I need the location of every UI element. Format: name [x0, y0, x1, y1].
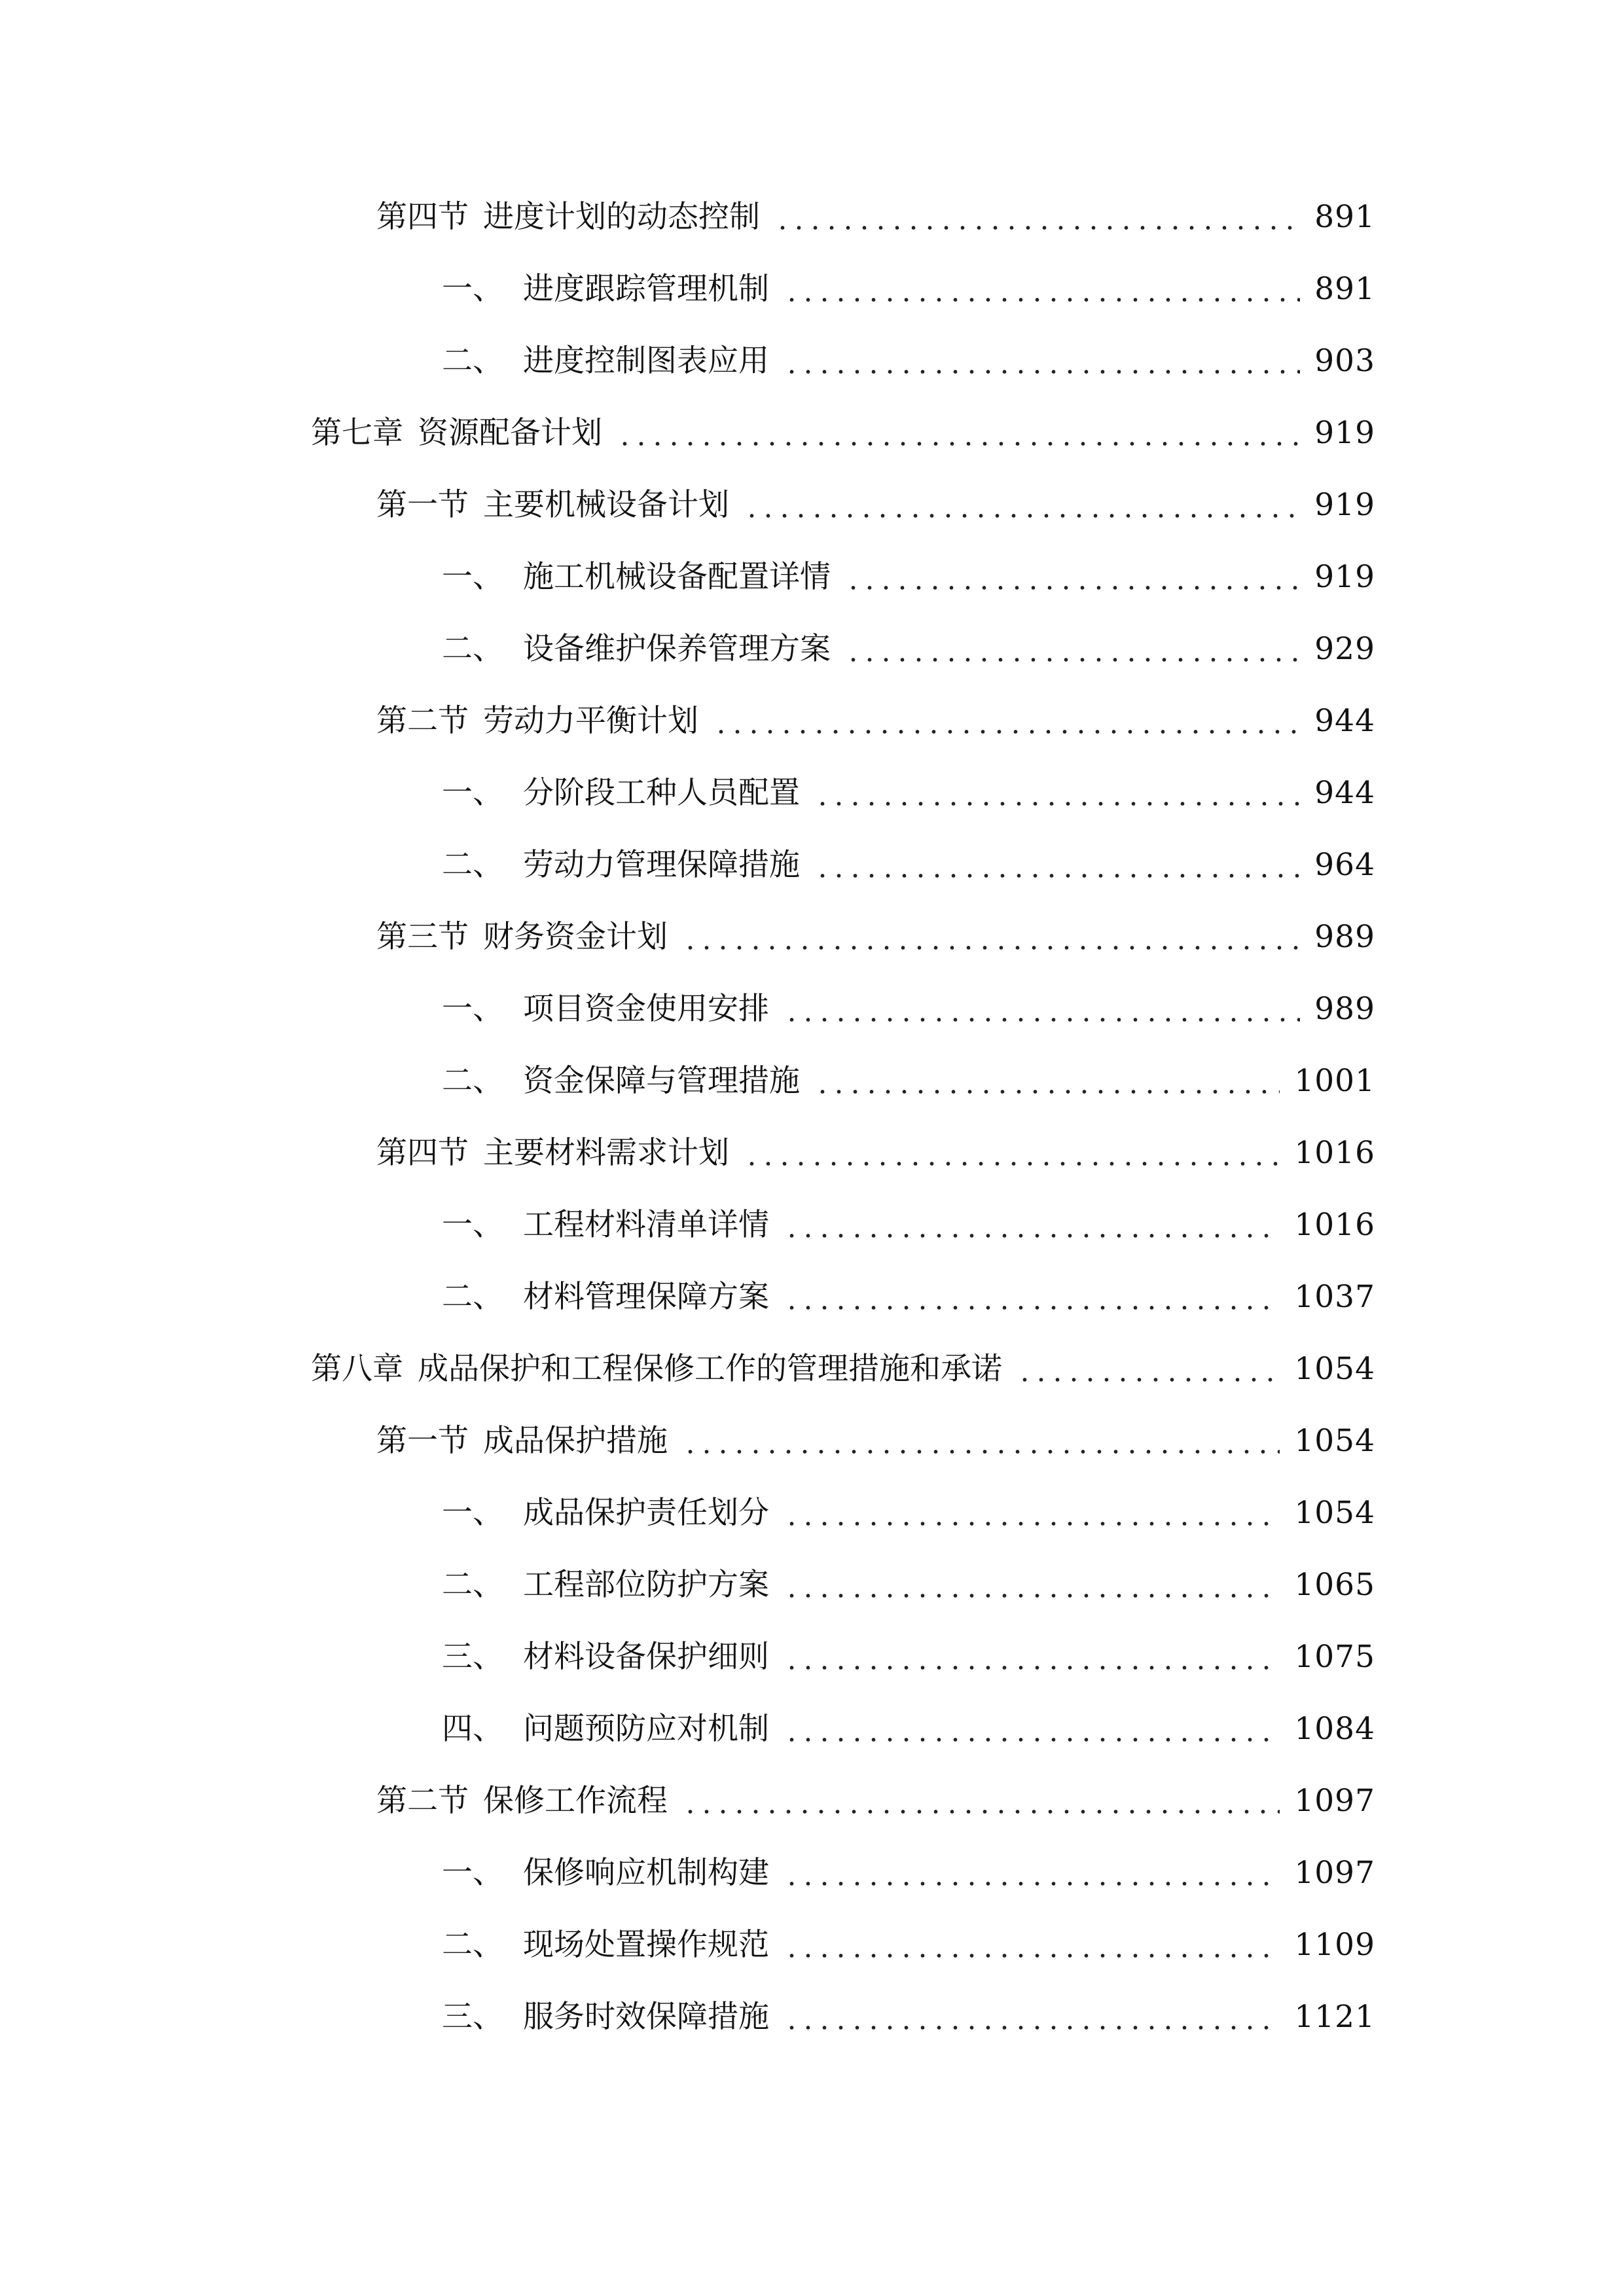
toc-entry-number: 第八章 [311, 1351, 403, 1387]
dot-leader [784, 1018, 1300, 1022]
toc-entry-number: 二、 [442, 1927, 503, 1963]
toc-entry-page-number: 919 [1314, 487, 1375, 523]
dot-leader [784, 1882, 1280, 1886]
dot-leader [784, 298, 1300, 302]
toc-entry-title: 成品保护和工程保修工作的管理措施和承诺 [418, 1351, 1002, 1387]
toc-entry-section-1-product-protection[interactable] [376, 1418, 1375, 1465]
toc-entry-warranty-response[interactable] [442, 1850, 1375, 1897]
toc-entry-section-3-finance-plan[interactable] [376, 914, 1375, 961]
toc-entry-service-timeliness[interactable] [442, 1994, 1375, 2041]
toc-entry-section-4-material-plan[interactable] [376, 1130, 1375, 1177]
toc-entry-chapter-8[interactable] [311, 1346, 1375, 1393]
toc-entry-title: 成品保护责任划分 [523, 1495, 769, 1531]
toc-entry-number: 第四节 [376, 199, 469, 235]
toc-entry-staff-allocation[interactable] [442, 770, 1375, 817]
dot-leader [744, 514, 1300, 518]
toc-entry-section-2-warranty-process[interactable] [376, 1778, 1375, 1825]
toc-entry-page-number: 1001 [1294, 1063, 1375, 1099]
toc-entry-page-number: 1054 [1294, 1351, 1375, 1387]
toc-entry-number: 一、 [442, 559, 503, 595]
toc-entry-number: 第二节 [376, 1783, 469, 1819]
toc-entry-number: 第七章 [311, 415, 403, 451]
toc-entry-title: 资源配备计划 [418, 415, 602, 451]
dot-leader [744, 1162, 1280, 1166]
toc-entry-page-number: 891 [1314, 271, 1375, 307]
toc-entry-number: 第三节 [376, 919, 469, 955]
toc-entry-area-protection[interactable] [442, 1562, 1375, 1609]
dot-leader [814, 874, 1300, 878]
toc-entry-title: 进度跟踪管理机制 [523, 271, 769, 307]
dot-leader [617, 442, 1300, 446]
toc-entry-title: 施工机械设备配置详情 [523, 559, 831, 595]
toc-entry-title: 材料设备保护细则 [523, 1639, 769, 1675]
toc-entry-title: 劳动力管理保障措施 [523, 847, 800, 883]
toc-entry-page-number: 1065 [1294, 1567, 1375, 1603]
dot-leader [784, 1234, 1280, 1238]
toc-entry-page-number: 929 [1314, 631, 1375, 667]
toc-entry-number: 二、 [442, 1567, 503, 1603]
dot-leader [713, 730, 1300, 734]
toc-entry-title: 服务时效保障措施 [523, 1999, 769, 2035]
toc-entry-title: 工程部位防护方案 [523, 1567, 769, 1603]
toc-entry-fund-usage[interactable] [442, 986, 1375, 1033]
toc-entry-material-management[interactable] [442, 1274, 1375, 1321]
toc-entry-section-4-progress-control[interactable] [376, 194, 1375, 241]
toc-entry-title: 进度计划的动态控制 [483, 199, 760, 235]
toc-entry-page-number: 1109 [1294, 1927, 1375, 1963]
toc-entry-page-number: 919 [1314, 559, 1375, 595]
dot-leader [784, 1666, 1280, 1670]
toc-entry-section-1-equipment-plan[interactable] [376, 482, 1375, 529]
toc-entry-title: 主要机械设备计划 [483, 487, 729, 523]
toc-entry-number: 一、 [442, 775, 503, 811]
dot-leader [784, 1954, 1280, 1958]
dot-leader [1017, 1378, 1280, 1382]
toc-entry-material-list[interactable] [442, 1202, 1375, 1249]
toc-entry-title: 成品保护措施 [483, 1423, 668, 1459]
dot-leader [784, 2026, 1280, 2030]
toc-entry-title: 劳动力平衡计划 [483, 703, 698, 739]
toc-entry-page-number: 903 [1314, 343, 1375, 379]
toc-entry-page-number: 964 [1314, 847, 1375, 883]
toc-entry-progress-charts[interactable] [442, 338, 1375, 385]
toc-entry-page-number: 989 [1314, 991, 1375, 1027]
toc-entry-page-number: 989 [1314, 919, 1375, 955]
toc-entry-title: 保修响应机制构建 [523, 1855, 769, 1891]
toc-entry-page-number: 1097 [1294, 1855, 1375, 1891]
toc-entry-page-number: 1054 [1294, 1495, 1375, 1531]
dot-leader [784, 1594, 1280, 1598]
dot-leader [784, 1738, 1280, 1742]
toc-entry-number: 第四节 [376, 1135, 469, 1171]
toc-entry-page-number: 1084 [1294, 1711, 1375, 1747]
toc-entry-page-number: 1054 [1294, 1423, 1375, 1459]
toc-entry-number: 二、 [442, 631, 503, 667]
toc-entry-title: 保修工作流程 [483, 1783, 668, 1819]
toc-entry-title: 项目资金使用安排 [523, 991, 769, 1027]
toc-entry-number: 三、 [442, 1999, 503, 2035]
toc-entry-title: 设备维护保养管理方案 [523, 631, 831, 667]
toc-entry-equipment-maintenance[interactable] [442, 626, 1375, 673]
toc-entry-problem-prevention[interactable] [442, 1706, 1375, 1753]
toc-entry-page-number: 944 [1314, 703, 1375, 739]
dot-leader [814, 1090, 1280, 1094]
toc-entry-chapter-7[interactable] [311, 410, 1375, 457]
toc-entry-number: 一、 [442, 991, 503, 1027]
toc-entry-title: 进度控制图表应用 [523, 343, 769, 379]
toc-entry-number: 一、 [442, 271, 503, 307]
dot-leader [774, 226, 1300, 230]
dot-leader [682, 1450, 1280, 1454]
dot-leader [814, 802, 1300, 806]
toc-entry-number: 二、 [442, 1279, 503, 1315]
toc-entry-page-number: 1097 [1294, 1783, 1375, 1819]
toc-entry-page-number: 1075 [1294, 1639, 1375, 1675]
toc-entry-labor-management[interactable] [442, 842, 1375, 889]
toc-entry-title: 现场处置操作规范 [523, 1927, 769, 1963]
toc-entry-fund-guarantee[interactable] [442, 1058, 1375, 1105]
toc-entry-title: 分阶段工种人员配置 [523, 775, 800, 811]
toc-entry-page-number: 1016 [1294, 1135, 1375, 1171]
toc-entry-number: 二、 [442, 847, 503, 883]
toc-entry-page-number: 891 [1314, 199, 1375, 235]
toc-entry-number: 第一节 [376, 487, 469, 523]
toc-entry-number: 第一节 [376, 1423, 469, 1459]
dot-leader [845, 658, 1300, 662]
toc-entry-title: 资金保障与管理措施 [523, 1063, 800, 1099]
toc-entry-page-number: 919 [1314, 415, 1375, 451]
toc-entry-section-2-labor-plan[interactable] [376, 698, 1375, 745]
toc-entry-page-number: 944 [1314, 775, 1375, 811]
dot-leader [784, 1306, 1280, 1310]
toc-entry-onsite-handling[interactable] [442, 1922, 1375, 1969]
toc-entry-number: 二、 [442, 343, 503, 379]
dot-leader [682, 1810, 1280, 1814]
toc-entry-page-number: 1016 [1294, 1207, 1375, 1243]
toc-entry-title: 财务资金计划 [483, 919, 668, 955]
toc-entry-number: 三、 [442, 1639, 503, 1675]
toc-entry-number: 一、 [442, 1207, 503, 1243]
toc-entry-page-number: 1037 [1294, 1279, 1375, 1315]
toc-entry-number: 一、 [442, 1855, 503, 1891]
dot-leader [682, 946, 1300, 950]
dot-leader [784, 370, 1300, 374]
toc-entry-progress-tracking[interactable] [442, 266, 1375, 313]
dot-leader [784, 1522, 1280, 1526]
toc-entry-number: 一、 [442, 1495, 503, 1531]
toc-entry-title: 工程材料清单详情 [523, 1207, 769, 1243]
toc-entry-material-protection[interactable] [442, 1634, 1375, 1681]
toc-entry-number: 第二节 [376, 703, 469, 739]
toc-entry-title: 主要材料需求计划 [483, 1135, 729, 1171]
toc-entry-page-number: 1121 [1294, 1999, 1375, 2035]
toc-entry-number: 二、 [442, 1063, 503, 1099]
toc-entry-number: 四、 [442, 1711, 503, 1747]
toc-entry-equipment-config[interactable] [442, 554, 1375, 601]
toc-entry-title: 问题预防应对机制 [523, 1711, 769, 1747]
toc-entry-protection-responsibility[interactable] [442, 1490, 1375, 1537]
toc-entry-title: 材料管理保障方案 [523, 1279, 769, 1315]
dot-leader [845, 586, 1300, 590]
